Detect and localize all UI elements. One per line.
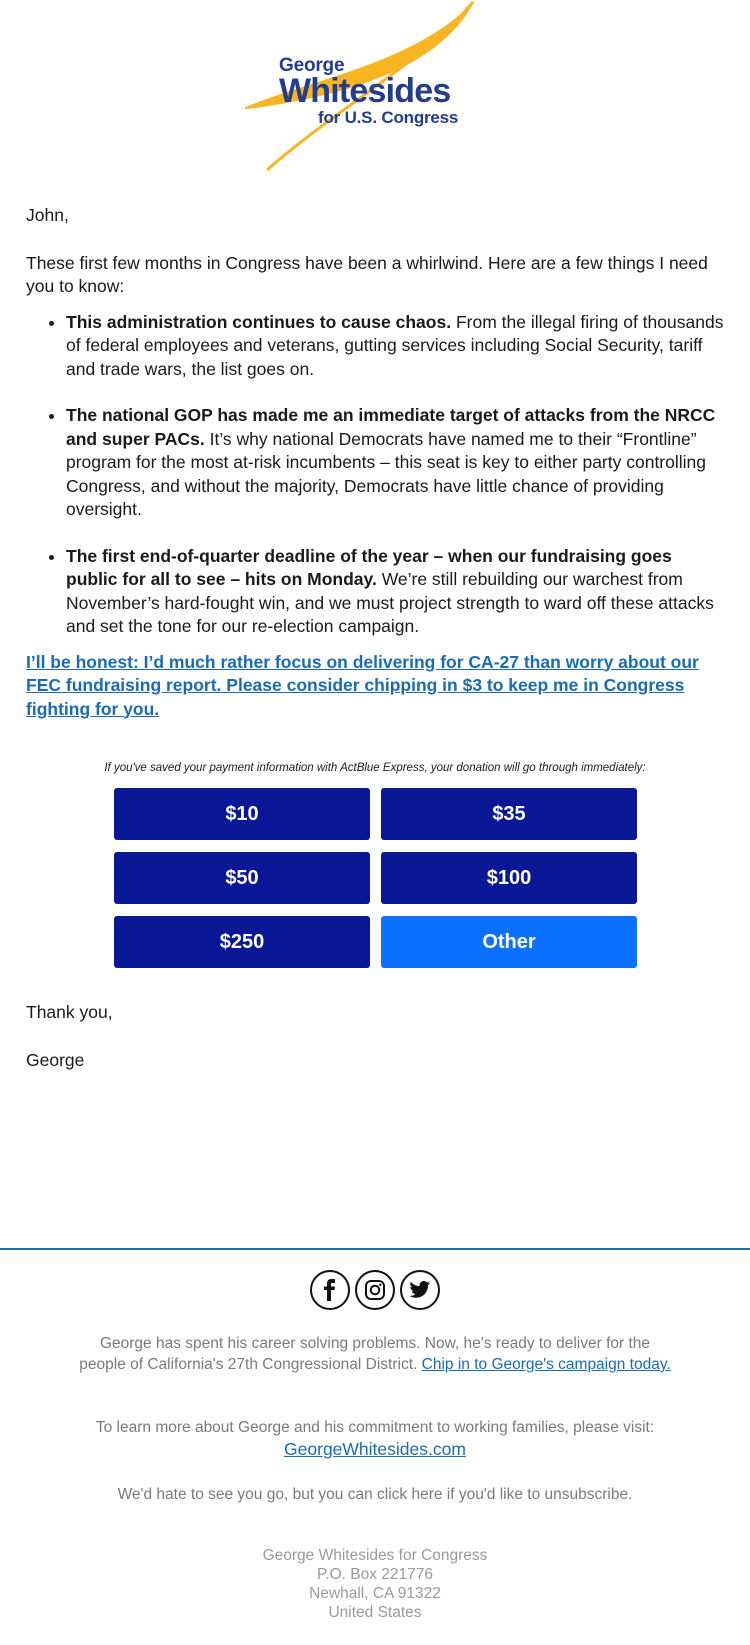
donate-10-button[interactable]: $10: [114, 788, 370, 840]
letter-body: [26, 204, 726, 721]
campaign-logo[interactable]: [0, 0, 750, 185]
logo-first-name: George: [279, 55, 345, 76]
instagram-icon[interactable]: [355, 1270, 395, 1310]
intro-paragraph: These first few months in Congress have been a whirlwind. Here are a few things I need you to know:: [26, 252, 708, 296]
bullet-item: [66, 311, 726, 382]
mailing-address: [0, 1546, 750, 1622]
greeting: John,: [26, 205, 69, 225]
footer-learn-more: [75, 1418, 675, 1461]
bullet-list: [26, 311, 726, 639]
donate-35-button[interactable]: $35: [381, 788, 637, 840]
website-link[interactable]: GeorgeWhitesides.com: [284, 1438, 466, 1459]
facebook-icon[interactable]: [310, 1270, 350, 1310]
logo-tagline: for U.S. Congress: [318, 108, 459, 127]
thanks-text: Thank you,: [26, 1002, 113, 1022]
bullet-text: We’re still rebuilding our warchest from November’s hard-fought win, and we must project strength to ward off these attacks and set the tone for our re-election campaign.: [66, 569, 714, 636]
donate-100-button[interactable]: $100: [381, 852, 637, 904]
chip-in-link[interactable]: Chip in to George's campaign today.: [421, 1355, 671, 1373]
social-links: [0, 1270, 750, 1310]
footer-divider: [0, 1248, 750, 1250]
bullet-text: From the illegal firing of thousands of federal employees and veterans, gutting services including Social Security, tariff and trade wars, the list goes on.: [66, 311, 724, 379]
address-line: P.O. Box 221776: [316, 1566, 434, 1583]
bullet-bold: The national GOP has made me an immediate target of attacks from the NRCC and super PACs.: [66, 405, 716, 449]
donate-250-button[interactable]: $250: [114, 916, 370, 968]
actblue-express-note: If you've saved your payment information with ActBlue Express, your donation will go through immediately:: [104, 762, 646, 774]
bullet-bold: This administration continues to cause chaos.: [66, 311, 452, 332]
address-line: Newhall, CA 91322: [309, 1585, 441, 1602]
unsubscribe-text[interactable]: We'd hate to see you go, but you can click here if you'd like to unsubscribe.: [117, 1486, 633, 1503]
learn-more-text: To learn more about George and his commitment to working families, please visit:: [95, 1419, 655, 1436]
donate-50-button[interactable]: $50: [114, 852, 370, 904]
donate-other-button[interactable]: Other: [381, 916, 637, 968]
signature: George: [26, 1049, 85, 1070]
bullet-item: [66, 545, 726, 639]
bullet-bold: The first end-of-quarter deadline of the year – when our fundraising goes public for all to see – hits on Monday.: [66, 545, 672, 589]
donate-cta-link[interactable]: I’ll be honest: I’d much rather focus on delivering for CA-27 than worry about our FEC fundraising report. Please consider chipping in $3 to keep me in Congress fighting for you.: [26, 651, 699, 719]
address-line: George Whitesides for Congress: [262, 1547, 488, 1564]
logo-last-name: Whitesides: [279, 72, 451, 110]
letter-closing: [26, 1001, 113, 1096]
bullet-text: It’s why national Democrats have named me to their “Frontline” program for the most at-risk incumbents – this seat is key to either party controlling Congress, and without the majority, Democrats have little chance of providing oversight.: [66, 428, 706, 519]
twitter-icon[interactable]: [400, 1270, 440, 1310]
bullet-item: [66, 404, 726, 522]
footer-bio: [75, 1334, 675, 1375]
address-line: United States: [328, 1604, 422, 1621]
bio-text: George has spent his career solving problems. Now, he's ready to deliver for the people of California's 27th Congressional District.: [79, 1335, 651, 1373]
